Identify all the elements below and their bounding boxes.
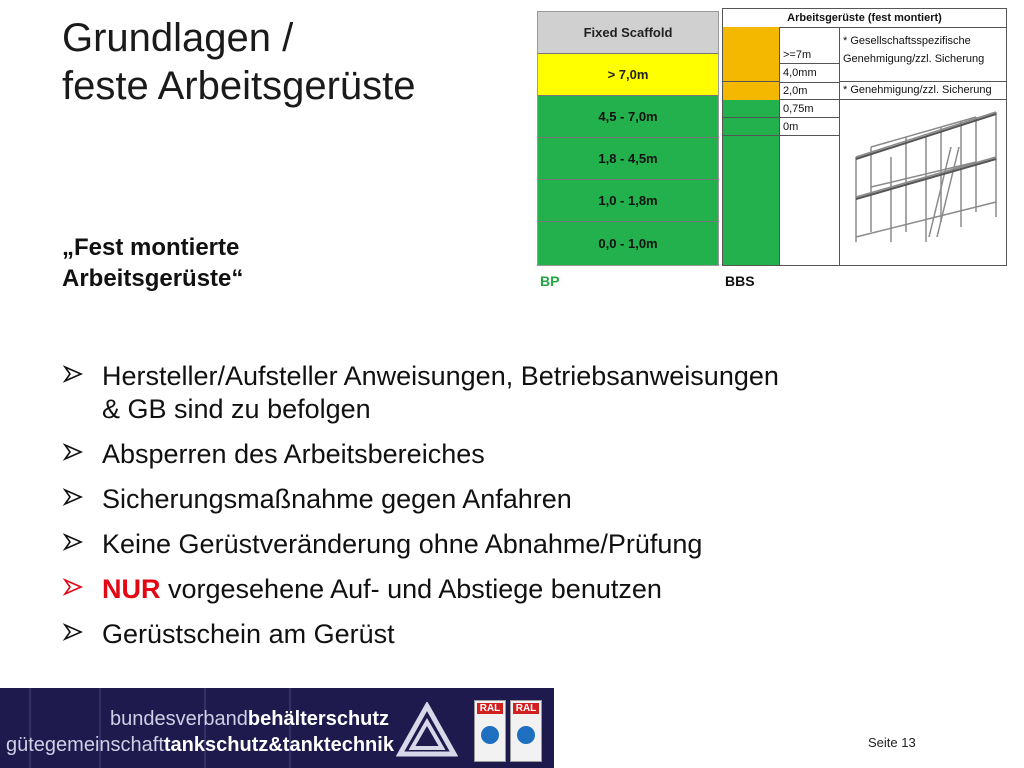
bp-row-2: 4,5 - 7,0m	[538, 96, 718, 138]
scaffold-illustration-image	[851, 107, 1001, 247]
association-logo-icon	[396, 702, 458, 758]
list-item	[62, 438, 922, 471]
footer-org-line2-bold: tankschutz&tanktechnik	[163, 734, 394, 756]
bbs-note-1-line1: * Gesellschaftsspezifische	[843, 35, 971, 47]
bbs-height-5: 0m	[783, 121, 799, 133]
ral-badge-2	[510, 700, 542, 762]
bullet-5-emphasis: NUR	[102, 574, 161, 604]
divider	[723, 117, 779, 118]
bbs-height-3: 2,0m	[783, 85, 808, 97]
bbs-height-4: 0,75m	[783, 103, 814, 115]
divider	[780, 82, 839, 83]
ral-badge-2-label: RAL	[513, 703, 539, 714]
bullet-2: Absperren des Arbeitsbereiches	[102, 439, 485, 469]
footer-org-line1-light: bundesverband	[110, 708, 248, 730]
bbs-note-1-line2: Genehmigung/zzl. Sicherung	[843, 53, 985, 65]
list-item	[62, 528, 922, 561]
bbs-note-2: * Genehmigung/zzl. Sicherung	[843, 84, 992, 96]
list-item	[62, 573, 922, 606]
bullet-1-line1: Hersteller/Aufsteller Anweisungen, Betriebsanweisungen	[102, 361, 779, 391]
list-item	[62, 360, 922, 426]
divider	[723, 135, 779, 136]
section-subtitle	[62, 232, 243, 294]
bullet-list	[62, 360, 922, 663]
arrow-bullet-icon	[62, 360, 92, 393]
bp-row-5: 0,0 - 1,0m	[538, 222, 718, 265]
subtitle-line1: „Fest montierte	[62, 234, 240, 261]
divider	[780, 63, 839, 64]
divider	[840, 81, 1006, 82]
divider	[780, 99, 839, 100]
list-item	[62, 483, 922, 516]
bp-row-4: 1,0 - 1,8m	[538, 180, 718, 222]
footer-banner	[0, 688, 554, 768]
bp-row-1: > 7,0m	[538, 54, 718, 96]
bbs-height-2: 4,0mm	[783, 67, 817, 79]
bbs-green-zone	[723, 100, 779, 265]
bullet-1-line2: & GB sind zu befolgen	[102, 394, 371, 424]
ral-badge-1	[474, 700, 506, 762]
ral-seal-1-icon	[481, 726, 499, 744]
arrow-bullet-icon-red	[62, 573, 92, 606]
slide-title	[62, 14, 416, 110]
page-number: Seite 13	[868, 735, 916, 750]
bp-height-table	[537, 11, 719, 266]
arrow-bullet-icon	[62, 483, 92, 516]
bbs-header: Arbeitsgerüste (fest montiert)	[723, 9, 1006, 28]
arrow-bullet-icon	[62, 528, 92, 561]
footer-org-line1	[110, 708, 389, 731]
bbs-color-column	[723, 27, 780, 265]
bbs-height-1: >=7m	[783, 49, 812, 61]
bbs-label: BBS	[725, 273, 755, 289]
arrow-bullet-icon	[62, 618, 92, 651]
slide-title-line1: Grundlagen /	[62, 16, 294, 60]
bbs-height-column	[780, 27, 840, 265]
divider	[840, 99, 1006, 100]
divider	[780, 135, 839, 136]
bp-row-3: 1,8 - 4,5m	[538, 138, 718, 180]
list-item	[62, 618, 922, 651]
divider	[723, 81, 779, 82]
subtitle-line2: Arbeitsgerüste“	[62, 265, 244, 292]
bp-header: Fixed Scaffold	[538, 12, 718, 54]
divider	[780, 117, 839, 118]
ral-badge-1-label: RAL	[477, 703, 503, 714]
bullet-6: Gerüstschein am Gerüst	[102, 619, 395, 649]
bp-label: BP	[540, 273, 560, 289]
footer-org-line2	[6, 734, 394, 757]
bbs-height-table	[722, 8, 1007, 266]
ral-seal-2-icon	[517, 726, 535, 744]
bullet-5-text: vorgesehene Auf- und Abstiege benutzen	[160, 574, 662, 604]
bullet-3: Sicherungsmaßnahme gegen Anfahren	[102, 484, 572, 514]
slide-title-line2: feste Arbeitsgerüste	[62, 64, 416, 108]
bbs-orange-zone	[723, 27, 779, 100]
footer-org-line1-bold: behälterschutz	[247, 708, 390, 730]
arrow-bullet-icon	[62, 438, 92, 471]
footer-org-line2-light: gütegemeinschaft	[6, 734, 164, 756]
bullet-4: Keine Gerüstveränderung ohne Abnahme/Prüfung	[102, 529, 703, 559]
